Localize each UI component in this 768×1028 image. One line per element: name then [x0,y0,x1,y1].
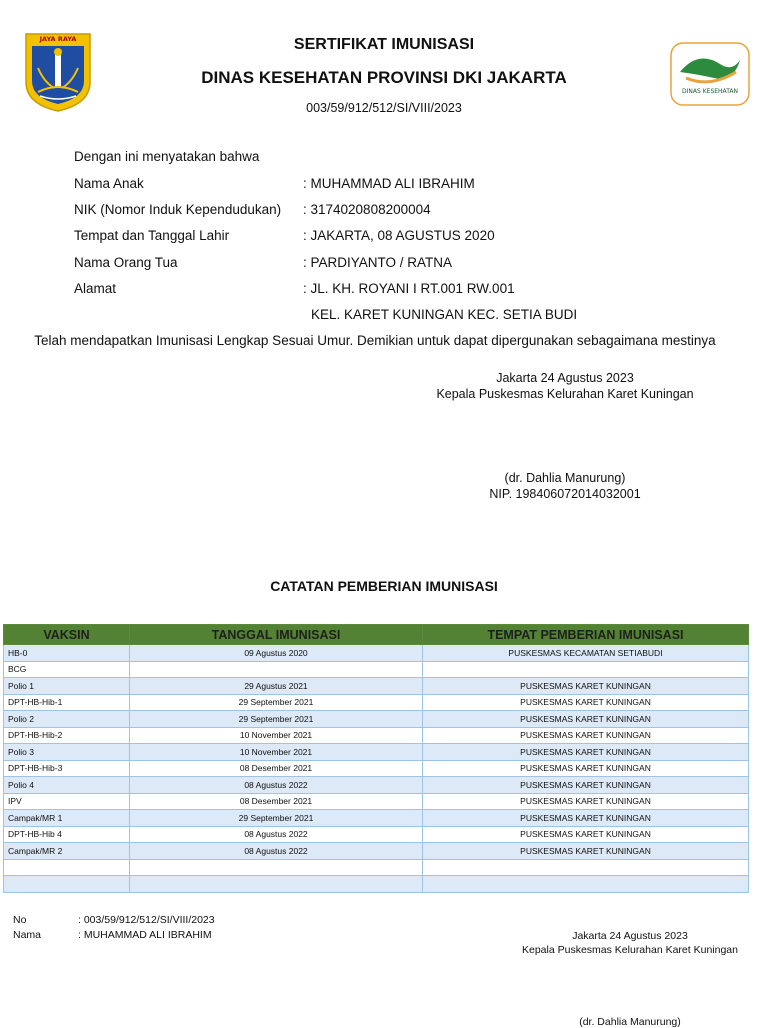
signature-place-date: Jakarta 24 Agustus 2023 [496,371,634,385]
table-row [4,661,749,678]
dinas-kesehatan-logo-text: DINAS KESEHATAN [682,88,738,95]
cell-vaccine: Polio 4 [4,777,130,794]
table-row [4,826,749,843]
cell-date [130,876,423,893]
table-row [4,711,749,728]
cell-vaccine [4,876,130,893]
certificate-title: SERTIFIKAT IMUNISASI [293,36,475,53]
cell-date [130,859,423,876]
cell-place [423,859,749,876]
cell-vaccine: DPT-HB-Hib-2 [4,727,130,744]
record-title: CATATAN PEMBERIAN IMUNISASI [270,578,498,594]
cell-place: PUSKESMAS KARET KUNINGAN [423,711,749,728]
cell-date: 10 November 2021 [130,727,423,744]
table-row [4,744,749,761]
field-label: NIK (Nomor Induk Kependudukan) [74,202,282,217]
footer-name-value: : MUHAMMAD ALI IBRAHIM [78,929,212,941]
footer-signer: (dr. Dahlia Manurung) [579,1016,681,1028]
cell-vaccine [4,859,130,876]
table-row [4,645,749,662]
cell-place: PUSKESMAS KECAMATAN SETIABUDI [423,645,749,662]
table-row [4,727,749,744]
signature-name: (dr. Dahlia Manurung) [504,471,626,485]
table-row [4,843,749,860]
table-row [4,859,749,876]
table-row [4,760,749,777]
cell-place [423,876,749,893]
table-row [4,810,749,827]
field-label: Nama Orang Tua [74,255,178,270]
cell-date: 08 Agustus 2022 [130,843,423,860]
field-value: : 3174020808200004 [303,202,431,217]
field-value: : MUHAMMAD ALI IBRAHIM [303,176,475,191]
footer-place-date: Jakarta 24 Agustus 2023 [572,930,688,942]
footer-position: Kepala Puskesmas Kelurahan Karet Kuningan [522,944,738,956]
footer-name-label: Nama [13,929,42,941]
cell-date: 08 Desember 2021 [130,760,423,777]
cell-vaccine: BCG [4,661,130,678]
cell-vaccine: Campak/MR 2 [4,843,130,860]
agency-title: DINAS KESEHATAN PROVINSI DKI JAKARTA [201,68,567,87]
cell-place: PUSKESMAS KARET KUNINGAN [423,760,749,777]
cell-place: PUSKESMAS KARET KUNINGAN [423,793,749,810]
cell-place [423,661,749,678]
cell-place: PUSKESMAS KARET KUNINGAN [423,777,749,794]
field-value: KEL. KARET KUNINGAN KEC. SETIA BUDI [311,307,578,322]
table-row [4,793,749,810]
table-row [4,694,749,711]
field-value: : JAKARTA, 08 AGUSTUS 2020 [303,228,495,243]
column-header-vaccine: VAKSIN [4,625,130,645]
cell-date: 08 Agustus 2022 [130,826,423,843]
cell-date: 08 Desember 2021 [130,793,423,810]
cell-vaccine: Polio 3 [4,744,130,761]
cell-place: PUSKESMAS KARET KUNINGAN [423,826,749,843]
cell-place: PUSKESMAS KARET KUNINGAN [423,727,749,744]
cell-place: PUSKESMAS KARET KUNINGAN [423,678,749,695]
cell-date: 10 November 2021 [130,744,423,761]
cell-vaccine: HB-0 [4,645,130,662]
statement-intro-text: Dengan ini menyatakan bahwa [74,149,260,164]
cell-vaccine: Campak/MR 1 [4,810,130,827]
column-header-place: TEMPAT PEMBERIAN IMUNISASI [423,625,749,645]
table-row [4,678,749,695]
cell-date: 29 September 2021 [130,711,423,728]
cell-vaccine: DPT-HB-Hib 4 [4,826,130,843]
cell-vaccine: Polio 1 [4,678,130,695]
cell-date: 09 Agustus 2020 [130,645,423,662]
field-label: Nama Anak [74,176,144,191]
cell-vaccine: DPT-HB-Hib-1 [4,694,130,711]
cell-vaccine: IPV [4,793,130,810]
cell-date [130,661,423,678]
cell-place: PUSKESMAS KARET KUNINGAN [423,810,749,827]
column-header-date: TANGGAL IMUNISASI [130,625,423,645]
cell-date: 29 September 2021 [130,810,423,827]
signature-position: Kepala Puskesmas Kelurahan Karet Kuningan [436,387,694,401]
table-row [4,876,749,893]
cell-date: 29 September 2021 [130,694,423,711]
jakarta-emblem-banner: JAYA RAYA [39,35,77,43]
table-header-row [4,625,749,645]
cell-date: 08 Agustus 2022 [130,777,423,794]
field-label: Alamat [74,281,117,296]
certificate-number: 003/59/912/512/SI/VIII/2023 [306,101,462,115]
field-value: : JL. KH. ROYANI I RT.001 RW.001 [303,281,515,296]
immunization-table [3,624,749,893]
cell-place: PUSKESMAS KARET KUNINGAN [423,694,749,711]
cell-vaccine: DPT-HB-Hib-3 [4,760,130,777]
field-label: Tempat dan Tanggal Lahir [74,228,230,243]
cell-date: 29 Agustus 2021 [130,678,423,695]
cell-vaccine: Polio 2 [4,711,130,728]
cell-place: PUSKESMAS KARET KUNINGAN [423,843,749,860]
footer-no-label: No [13,914,27,926]
footer-no-value: : 003/59/912/512/SI/VIII/2023 [78,914,215,926]
cell-place: PUSKESMAS KARET KUNINGAN [423,744,749,761]
field-value: : PARDIYANTO / RATNA [303,255,453,270]
statement-closing: Telah mendapatkan Imunisasi Lengkap Sesuai Umur. Demikian untuk dapat dipergunakan sebagaimana mestinya [34,333,716,348]
table-row [4,777,749,794]
signature-nip: NIP. 198406072014032001 [489,487,641,501]
